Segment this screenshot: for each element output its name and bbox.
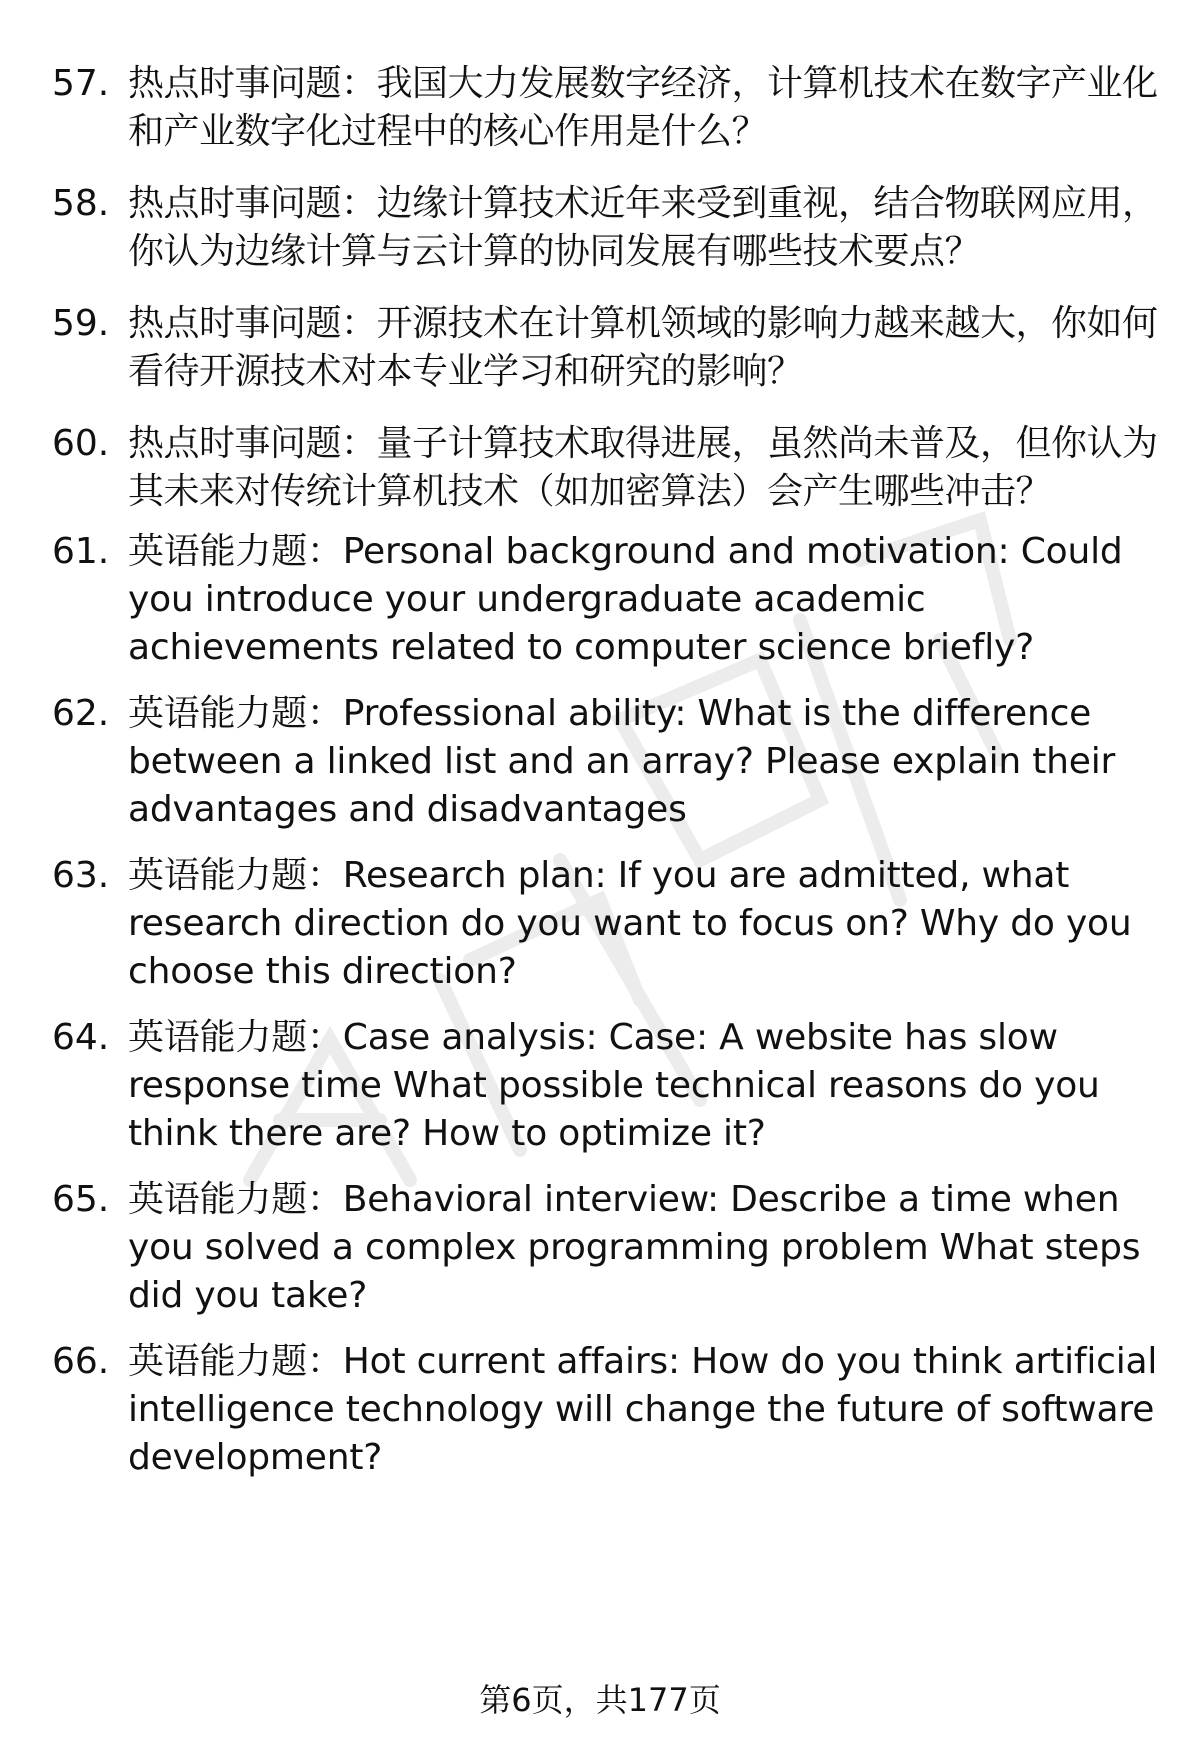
page-number-footer: 第6页，共177页 xyxy=(479,1681,721,1719)
question-item-61 xyxy=(52,528,1162,672)
question-text: 英语能力题：Personal background and motivation: Could you introduce your undergraduate academic achievements related to computer science briefly? xyxy=(128,531,1123,668)
question-number: 63. xyxy=(52,855,110,896)
question-text: 英语能力题：Professional ability: What is the difference between a linked list and an array? Please explain their advantages and disadvantages xyxy=(128,693,1116,830)
question-text: 英语能力题：Research plan: If you are admitted, what research direction do you want to focus on? Why do you choose this direction? xyxy=(128,855,1132,992)
question-item-60 xyxy=(52,420,1162,516)
question-item-64 xyxy=(52,1014,1162,1158)
question-text: 热点时事问题：量子计算技术取得进展，虽然尚未普及，但你认为其未来对传统计算机技术（如加密算法）会产生哪些冲击？ xyxy=(128,423,1158,512)
question-item-62 xyxy=(52,690,1162,834)
question-number: 59. xyxy=(52,303,110,344)
question-item-66 xyxy=(52,1338,1162,1482)
question-text: 热点时事问题：开源技术在计算机领域的影响力越来越大，你如何看待开源技术对本专业学习和研究的影响？ xyxy=(128,303,1158,392)
question-number: 64. xyxy=(52,1017,110,1058)
question-text: 热点时事问题：边缘计算技术近年来受到重视，结合物联网应用，你认为边缘计算与云计算的协同发展有哪些技术要点？ xyxy=(128,183,1158,272)
question-text: 英语能力题：Hot current affairs: How do you think artificial intelligence technology will change the future of software development? xyxy=(128,1341,1158,1478)
question-item-63 xyxy=(52,852,1162,996)
question-number: 60. xyxy=(52,423,110,464)
question-number: 66. xyxy=(52,1341,110,1382)
question-item-65 xyxy=(52,1176,1162,1320)
question-item-59 xyxy=(52,300,1162,396)
question-number: 62. xyxy=(52,693,110,734)
question-item-57 xyxy=(52,60,1162,156)
question-text: 英语能力题：Case analysis: Case: A website has slow response time What possible technical reasons do you think there are? How to optimize it? xyxy=(128,1017,1100,1154)
question-number: 57. xyxy=(52,63,110,104)
question-text: 英语能力题：Behavioral interview: Describe a time when you solved a complex programming problem What steps did you take? xyxy=(128,1179,1141,1316)
question-text: 热点时事问题：我国大力发展数字经济，计算机技术在数字产业化和产业数字化过程中的核心作用是什么？ xyxy=(128,63,1158,152)
question-number: 61. xyxy=(52,531,110,572)
question-number: 65. xyxy=(52,1179,110,1220)
question-number: 58. xyxy=(52,183,110,224)
question-item-58 xyxy=(52,180,1162,276)
